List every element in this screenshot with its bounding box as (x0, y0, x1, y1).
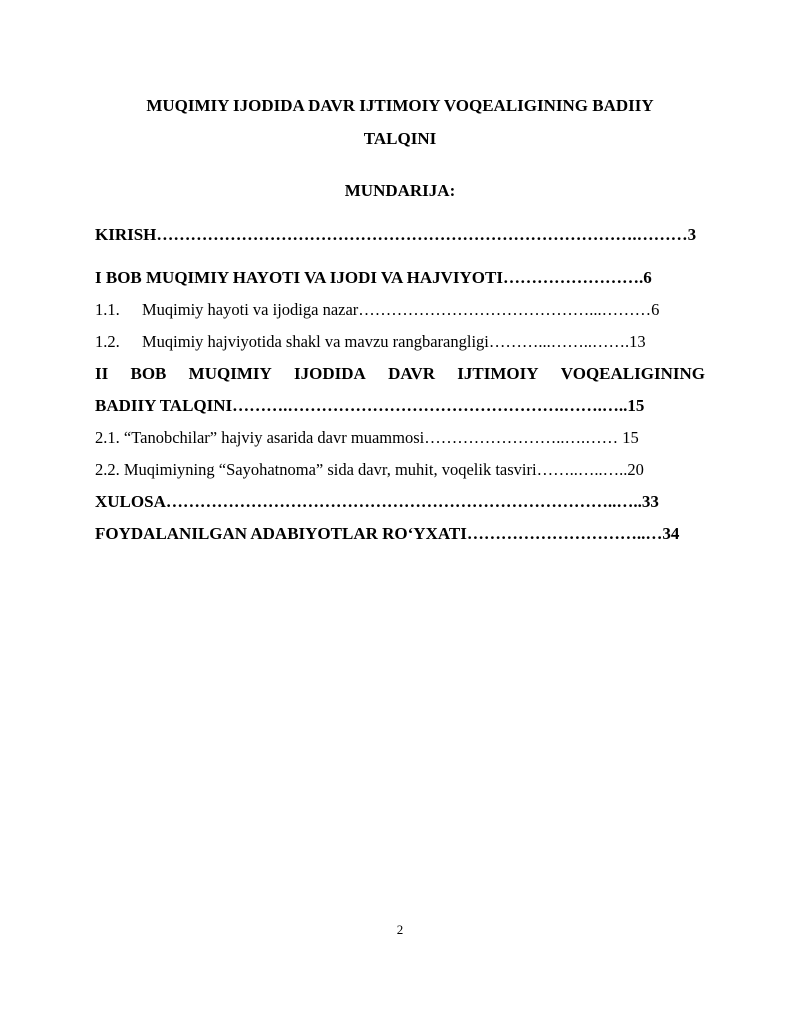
toc-entry-adabiyotlar: FOYDALANILGAN ADABIYOTLAR RO‘YXATI…………………………..…34 (95, 524, 680, 543)
toc-word: IJTIMOIY (457, 364, 539, 383)
page-number: 2 (396, 922, 404, 937)
toc-entry-1-1 (95, 300, 705, 320)
toc-word: BOB (130, 364, 167, 383)
toc-word: IJODIDA (294, 364, 366, 383)
toc-entry-1-1-text: Muqimiy hayoti va ijodiga nazar……………………………………...………6 (142, 300, 660, 319)
toc-entry-2-2: 2.2. Muqimiyning “Sayohatnoma” sida davr, muhit, voqelik tasviri……..…..…..20 (95, 460, 644, 479)
toc-entry-bob2-line-1 (95, 364, 705, 384)
toc-entry-xulosa: XULOSA……………………………………………………………………..…..33 (95, 492, 659, 511)
toc-entry-bob1: I BOB MUQIMIY HAYOTI VA IJODI VA HAJVIYOTI…………………….6 (95, 268, 652, 287)
toc-entry-1-2-number: 1.2. (95, 332, 120, 351)
toc-word: MUQIMIY (188, 364, 272, 383)
document-title-line-1: MUQIMIY IJODIDA DAVR IJTIMOIY VOQEALIGINING BADIIY (146, 96, 654, 115)
document-title-line-2: TALQINI (363, 129, 437, 148)
toc-word: DAVR (388, 364, 436, 383)
toc-entry-1-2-text: Muqimiy hajviyotida shakl va mavzu rangbarangligi………...……..…….13 (142, 332, 646, 351)
contents-heading: MUNDARIJA: (344, 181, 456, 200)
toc-entry-kirish: KIRISH………………………………………………………………………….………3 (95, 225, 697, 244)
toc-entry-2-1: 2.1. “Tanobchilar” hajviy asarida davr muammosi……………………..….…… 15 (95, 428, 639, 447)
toc-entry-1-2 (95, 332, 705, 352)
toc-entry-1-1-number: 1.1. (95, 300, 120, 319)
toc-word: VOQEALIGINING (560, 364, 705, 383)
toc-word: II (95, 364, 109, 383)
toc-entry-bob2-line-2: BADIIY TALQINI……….………………………………………….…….…..15 (95, 396, 645, 415)
